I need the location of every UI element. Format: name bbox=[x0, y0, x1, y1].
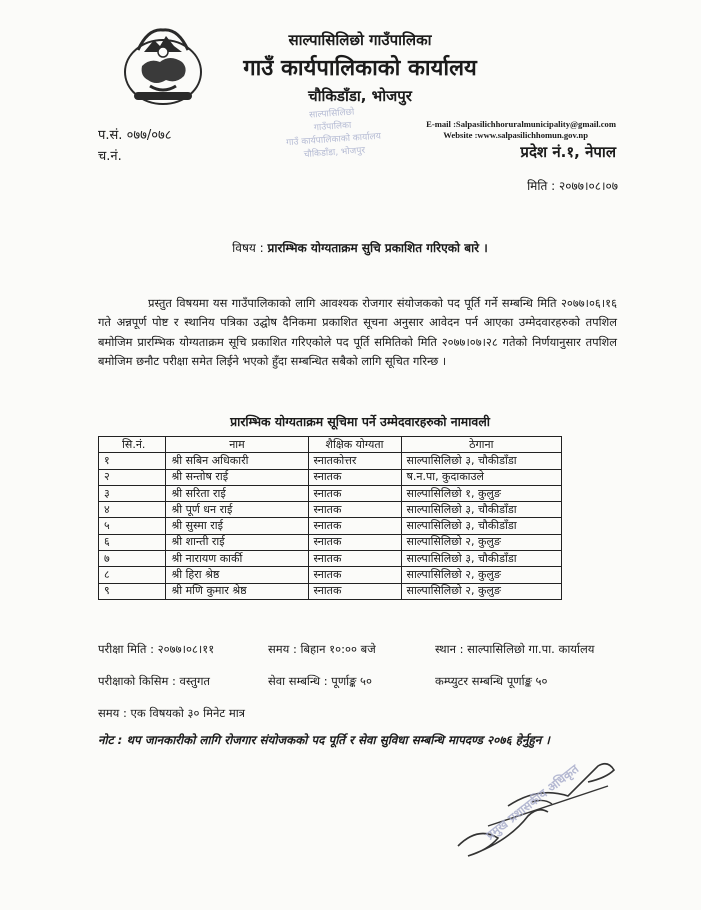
cell-address: ष.न.पा, कुदाकाउले bbox=[401, 469, 561, 485]
subject-line bbox=[200, 239, 520, 256]
office-stamp: साल्पासिलिछो गाउँपालिका गाउँ कार्यपालिकाको कार्यालय चौकिडाँडा, भोजपुर bbox=[285, 107, 382, 161]
cell-address: साल्पासिलिछो ३, चौकीडाँडा bbox=[401, 551, 561, 567]
table-row bbox=[99, 485, 562, 501]
cell-address: साल्पासिलिछो ३, चौकीडाँडा bbox=[401, 453, 561, 469]
signature bbox=[448, 746, 628, 876]
candidates-table bbox=[98, 436, 562, 600]
subject-text: प्रारम्भिक योग्यताक्रम सुचि प्रकाशित गरिएको बारे । bbox=[267, 241, 488, 255]
contact-website: Website :www.salpasilichhomun.gov.np bbox=[443, 130, 588, 140]
cell-name: श्री पूर्ण धन राई bbox=[166, 502, 308, 518]
government-emblem-icon bbox=[120, 22, 206, 108]
letterhead-municipality: साल्पासिलिछो गाउँपालिका bbox=[288, 31, 432, 49]
cell-address: साल्पासिलिछो ३, चौकीडाँडा bbox=[401, 518, 561, 534]
cell-serial: १ bbox=[99, 453, 166, 469]
table-row bbox=[99, 453, 562, 469]
table-row bbox=[99, 469, 562, 485]
cell-address: साल्पासिलिछो १, कुलुङ bbox=[401, 485, 561, 501]
cell-serial: २ bbox=[99, 469, 166, 485]
table-title: प्रारम्भिक योग्यताक्रम सूचिमा पर्ने उम्मेदवारहरुको नामावली bbox=[230, 414, 490, 429]
cell-serial: ४ bbox=[99, 502, 166, 518]
cell-qualification: स्नातक bbox=[308, 485, 401, 501]
cell-address: साल्पासिलिछो २, कुलुङ bbox=[401, 534, 561, 550]
cell-qualification: स्नातक bbox=[308, 567, 401, 583]
note-line: नोट : थप जानकारीको लागि रोजगार संयोजकको पद पूर्ति र सेवा सुविधा सम्बन्धि मापदण्ड २०७६ हेर्नुहुन । bbox=[98, 733, 550, 747]
computer-marks: कम्प्युटर सम्बन्धि पूर्णाङ्क ५० bbox=[435, 674, 548, 688]
cell-serial: ३ bbox=[99, 485, 166, 501]
header-address: ठेगाना bbox=[401, 437, 561, 453]
reference-number: प.सं. ०७७/०७८ bbox=[98, 128, 172, 143]
cell-qualification: स्नातक bbox=[308, 518, 401, 534]
service-marks: सेवा सम्बन्धि : पूर्णाङ्क ५० bbox=[268, 674, 373, 688]
dispatch-number: च.नं. bbox=[98, 149, 122, 164]
cell-serial: ८ bbox=[99, 567, 166, 583]
table-row bbox=[99, 518, 562, 534]
table-row bbox=[99, 502, 562, 518]
cell-qualification: स्नातक bbox=[308, 469, 401, 485]
letterhead-office: गाउँ कार्यपालिकाको कार्यालय bbox=[243, 56, 477, 81]
header-qualification: शैक्षिक योग्यता bbox=[308, 437, 401, 453]
table-row bbox=[99, 583, 562, 599]
cell-name: श्री हिरा श्रेष्ठ bbox=[166, 567, 308, 583]
exam-type: परीक्षाको किसिम : वस्तुगत bbox=[98, 674, 210, 688]
table-header-row bbox=[99, 437, 562, 453]
exam-date: परीक्षा मिति : २०७७।०८।११ bbox=[98, 642, 215, 656]
cell-qualification: स्नातक bbox=[308, 583, 401, 599]
cell-name: श्री नारायण कार्की bbox=[166, 551, 308, 567]
letterhead-address: चौकिडाँडा, भोजपुर bbox=[308, 87, 412, 105]
contact-email: E-mail :Salpasilichhoruralmunicipality@gmail.com bbox=[426, 119, 616, 129]
cell-name: श्री सबिन अधिकारी bbox=[166, 453, 308, 469]
exam-place: स्थान : साल्पासिलिछो गा.पा. कार्यालय bbox=[435, 642, 595, 656]
body-paragraph: प्रस्तुत विषयमा यस गाउँपालिकाको लागि आवश्यक रोजगार संयोजकको पद पूर्ति गर्ने सम्बन्धि मिति २०७७।०६।१६ गते अन्नपूर्ण पोष्ट र स्थानिय पत्रिका उद्घोष दैनिकमा प्रकाशित सूचना अनुसार आवेदन पर्न आएका उम्मेदवारहरुको तपशिल बमोजिम प्रारम्भिक योग्यताक्रम सूचि प्रकाशित गरिएकोले पद पूर्ति समितिको मिति २०७७।०७।२८ गतेको निर्णयानुसार तपशिल बमोजिम छनौट परीक्षा समेत लिईने भएको हुँदा सम्बन्धित सबैको लागि सूचित गरिन्छ । bbox=[98, 296, 617, 369]
cell-serial: ६ bbox=[99, 534, 166, 550]
cell-serial: ७ bbox=[99, 551, 166, 567]
cell-qualification: स्नातकोत्तर bbox=[308, 453, 401, 469]
letter-date: मिति : २०७७।०८।०७ bbox=[527, 179, 618, 193]
cell-address: साल्पासिलिछो ३, चौकीडाँडा bbox=[401, 502, 561, 518]
cell-address: साल्पासिलिछो २, कुलुङ bbox=[401, 583, 561, 599]
subject-label: विषय : bbox=[232, 241, 264, 255]
cell-address: साल्पासिलिछो २, कुलुङ bbox=[401, 567, 561, 583]
exam-duration: समय : एक विषयको ३० मिनेट मात्र bbox=[98, 706, 246, 720]
table-row bbox=[99, 567, 562, 583]
table-row bbox=[99, 534, 562, 550]
cell-serial: ५ bbox=[99, 518, 166, 534]
cell-qualification: स्नातक bbox=[308, 551, 401, 567]
cell-name: श्री सन्तोष राई bbox=[166, 469, 308, 485]
cell-name: श्री सरिता राई bbox=[166, 485, 308, 501]
table-row bbox=[99, 551, 562, 567]
header-name: नाम bbox=[166, 437, 308, 453]
signature-title-stamp: प्रमुख प्रशासकीय अधिकृत bbox=[483, 761, 582, 843]
exam-time: समय : बिहान १०:०० बजे bbox=[268, 642, 376, 656]
cell-serial: ९ bbox=[99, 583, 166, 599]
cell-name: श्री सुस्मा राई bbox=[166, 518, 308, 534]
cell-name: श्री शान्ती राई bbox=[166, 534, 308, 550]
province-label: प्रदेश नं.१, नेपाल bbox=[520, 143, 616, 161]
header-serial: सि.नं. bbox=[99, 437, 166, 453]
cell-qualification: स्नातक bbox=[308, 502, 401, 518]
cell-qualification: स्नातक bbox=[308, 534, 401, 550]
cell-name: श्री मणि कुमार श्रेष्ठ bbox=[166, 583, 308, 599]
